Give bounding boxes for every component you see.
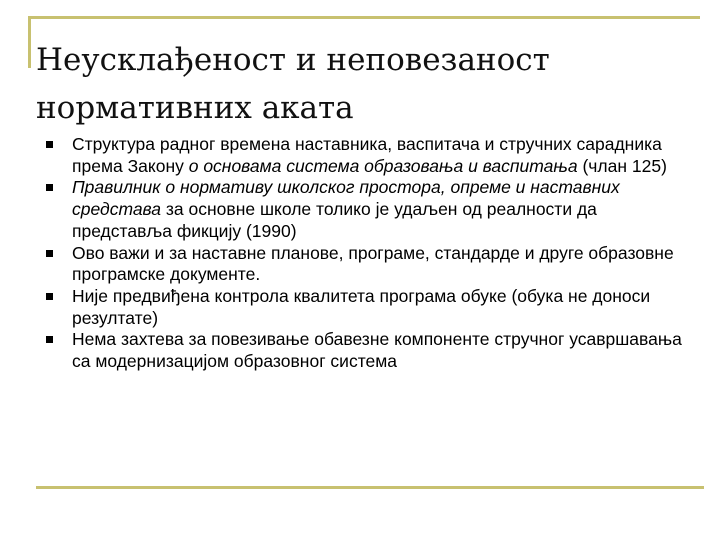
bullet-item-1 <box>46 134 686 177</box>
square-bullet-icon <box>46 141 53 148</box>
bullet-list <box>46 134 686 373</box>
decorative-bottom-line <box>36 486 704 489</box>
square-bullet-icon <box>46 250 53 257</box>
square-bullet-icon <box>46 336 53 343</box>
bullet-2-text-b: за основне школе толико је удаљен од реалности да представља фикцију (1990) <box>72 199 597 241</box>
bullet-5-text: Нема захтева за повезивање обавезне компоненте стручног усавршавања са модернизацијом образовног система <box>72 329 682 372</box>
slide-title: Неусклађеност и неповезаност нормативних аката <box>36 42 550 126</box>
bullet-1-text-a: Структура радног времена наставника, васпитача и стручних сарадника према Закону <box>72 134 662 176</box>
decorative-vertical-line <box>28 16 31 68</box>
bullet-item-2 <box>46 177 686 242</box>
bullet-item-4 <box>46 286 686 329</box>
bullet-1-text-b: о основама система образовања и васпитања <box>188 155 578 176</box>
bullet-item-3 <box>46 243 686 286</box>
bullet-4-text: Није предвиђена контрола квалитета програма обуке (обука не доноси резултате) <box>72 285 651 328</box>
decorative-top-line <box>28 16 700 19</box>
bullet-1-text-c: (члан 125) <box>577 155 667 176</box>
bullet-2-text-a: Правилник о нормативу школског простора, опреме и наставних средстава <box>72 177 620 220</box>
bullet-item-5 <box>46 329 686 372</box>
bullet-3-text: Ово важи и за наставне планове, програме, стандарде и друге образовне програмске документе. <box>72 242 674 285</box>
square-bullet-icon <box>46 184 53 191</box>
square-bullet-icon <box>46 293 53 300</box>
